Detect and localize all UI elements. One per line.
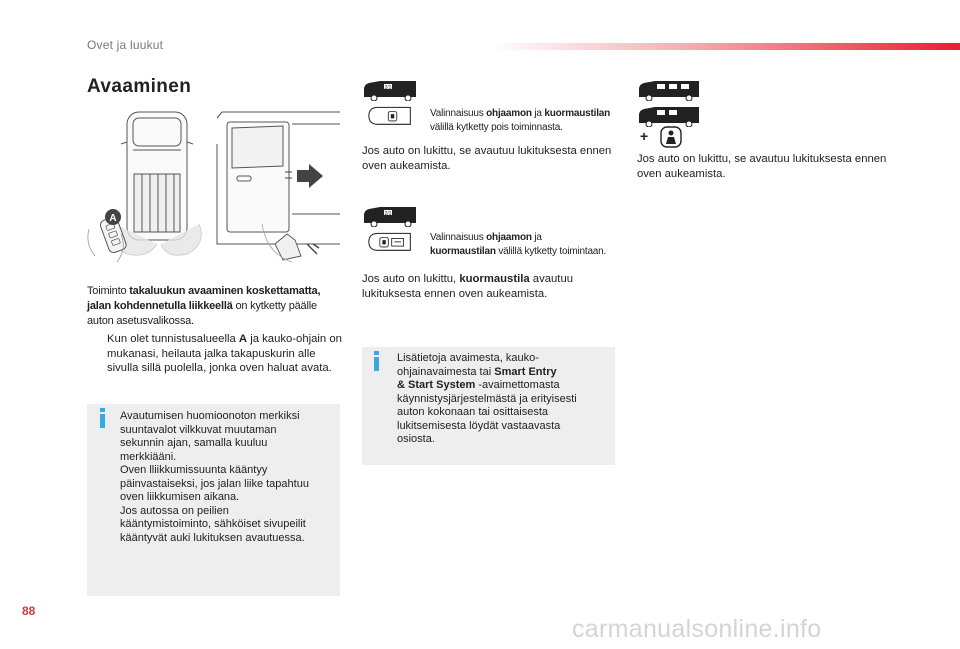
page-title: Avaaminen	[87, 76, 192, 97]
bullet-item: Kun olet tunnistusalueella A ja kauko-ohjain on mukanasi, heilauta jalka takapuskurin alle sivulla sillä puolella, jonka oven haluat avata.	[87, 332, 342, 376]
arrow-icon	[297, 164, 323, 188]
info-text-left: Avautumisen huomioonoton merkiksi suuntavalot vilkkuvat muutaman sekunnin ajan, samalla kuuluu merkkiääni. Oven lliikkumissuunta kääntyy päinvastaiseksi, jos jalan liike tapahtuu oven liikkumisen aikana. Jos autossa on peilien kääntymistoiminto, sähköiset sivupeilit kääntyvät auki lukituksen avautuessa.	[120, 410, 309, 544]
van-icon-2	[362, 205, 418, 227]
info-text-middle: Lisätietoja avaimesta, kauko- ohjainavaimesta tai Smart Entry & Start System -avaimettomasta käynnistysjärjestelmästä ja erityisesti auton kokonaan tai osittaisesta lukitsemisesta löydät vastaavasta osiosta.	[397, 352, 577, 445]
van-icon-4	[637, 105, 701, 127]
child-lock-icon	[660, 126, 682, 148]
van-icon-3	[637, 79, 701, 101]
van-icon	[362, 79, 418, 101]
right-text: Jos auto on lukittu, se avautuu lukituksesta ennen oven aukeamista.	[637, 153, 887, 180]
van-illustration	[87, 104, 340, 276]
label-a: A	[109, 213, 117, 224]
header-accent-line	[490, 43, 960, 50]
foot-icon	[275, 234, 301, 260]
text-1: Jos auto on lukittu, se avautuu lukituksesta ennen oven aukeamista.	[362, 145, 612, 172]
plus-sign: +	[640, 128, 649, 144]
section-header: Ovet ja luukut	[87, 38, 164, 52]
remote-lock-icon	[362, 104, 418, 126]
text-2: Jos auto on lukittu, kuormaustila avautuu lukituksesta ennen oven aukeamista.	[362, 273, 574, 300]
condition-2: Valinnaisuus ohjaamon ja kuormaustilan välillä kytketty toimintaan.	[430, 232, 607, 257]
bullet-symbol-icon	[87, 332, 107, 376]
svg-text:2/1: 2/1	[384, 85, 392, 91]
van-top-view	[121, 112, 193, 240]
watermark: carmanualsonline.info	[572, 615, 822, 643]
svg-text:2/1: 2/1	[384, 211, 392, 217]
intro-paragraph: Toiminto takaluukun avaaminen koskettamatta, jalan kohdennetulla liikkeellä on kytketty päälle auton asetusvalikossa.	[87, 285, 321, 327]
condition-1: Valinnaisuus ohjaamon ja kuormaustilan välillä kytketty pois toiminnasta.	[430, 108, 611, 133]
remote-lock-cargo-icon	[362, 230, 418, 252]
info-icon	[98, 408, 108, 428]
sliding-door-view	[217, 112, 340, 244]
page-number: 88	[22, 604, 36, 618]
info-icon-2	[372, 351, 382, 371]
